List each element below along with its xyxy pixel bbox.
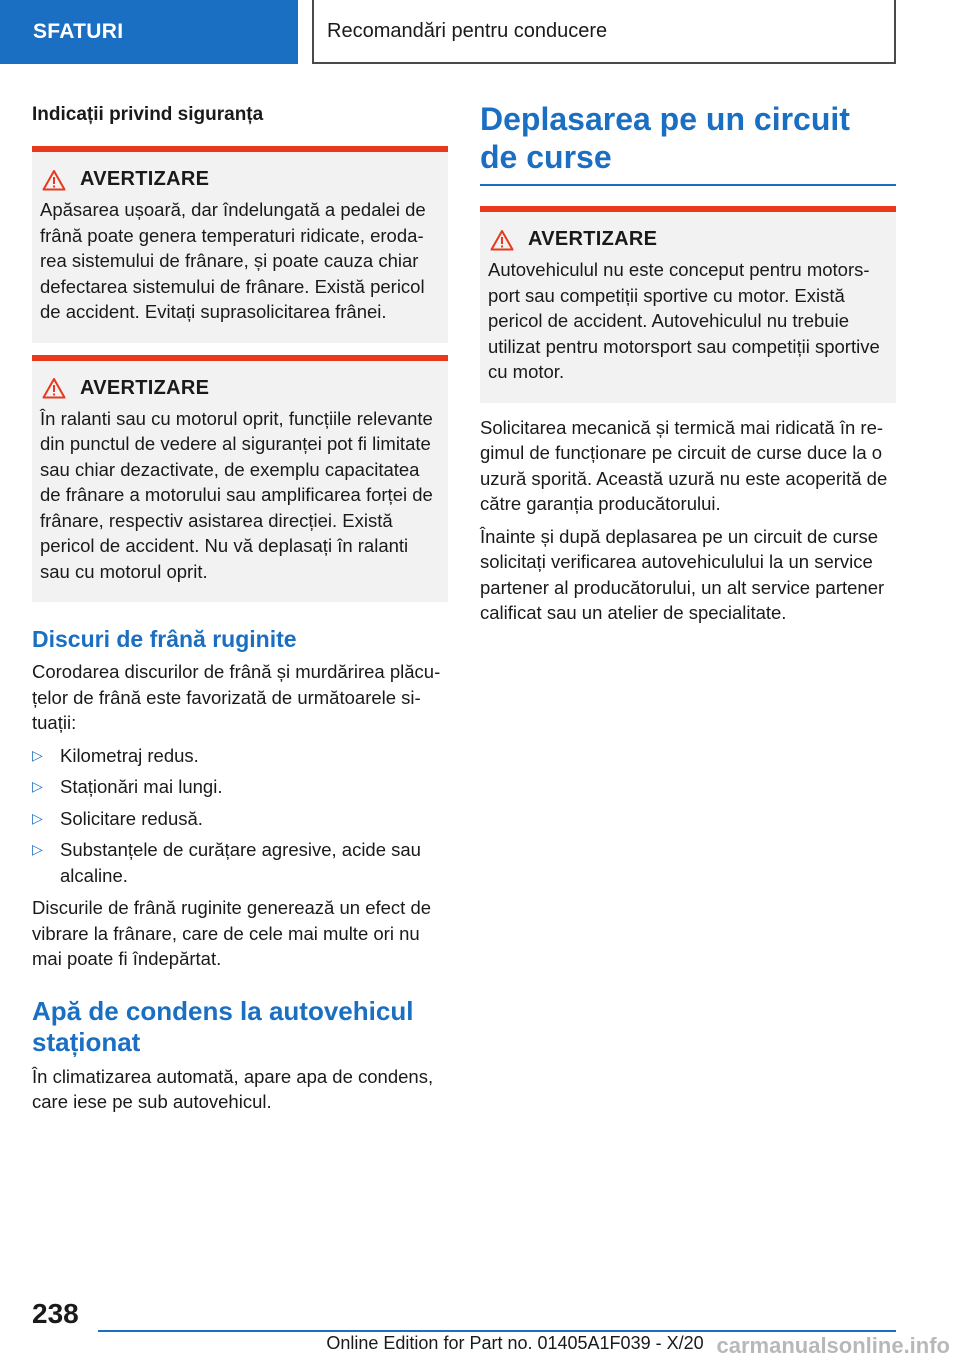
track-paragraph-1: Solicitarea mecanică și termică mai ridicată în regimul de funcționare pe circuit de curse duce la o uzură sporită. Această uzură nu este acoperită de către garanția producătorului.	[480, 416, 888, 514]
warning-box-brake-overuse	[32, 146, 448, 343]
list-item-text: Staționări mai lungi.	[60, 776, 223, 797]
warning-triangle-icon	[490, 229, 514, 251]
track-paragraph-2: Înainte și după deplasarea pe un circuit de curse solicitați verificarea autovehiculului la un service partener al producătorului, un alt service partener calificat sau un atelier de specialitate.	[480, 525, 885, 623]
triangle-bullet-icon: ▷	[32, 809, 43, 826]
warning-box-motorsport	[480, 206, 896, 403]
footer-edition: Online Edition for Part no. 01405A1F039 - X/20	[326, 1333, 704, 1353]
left-column	[32, 98, 448, 1122]
warning-box-idle	[32, 355, 448, 603]
warning-text: Apăsarea ușoară, dar îndelungată a pedalei de frână poate genera temperaturi ridicate, erodarea sistemului de frânare, și poate cauza chiar defectarea sistemului de frânare. Există pericol de accident. Evitați suprasolicitarea frânei.	[40, 199, 426, 322]
list-item	[32, 837, 448, 888]
rust-outro: Discurile de frână ruginite generează un efect de vibrare la frânare, care de cele mai multe ori nu mai poate fi îndepărtat.	[32, 897, 432, 969]
triangle-bullet-icon: ▷	[32, 778, 43, 794]
list-item	[32, 743, 448, 769]
condens-text: În climatizarea automată, apare apa de condens, care iese pe sub autovehicul.	[32, 1065, 434, 1112]
warning-triangle-icon	[42, 377, 66, 399]
list-item-text: Substanțele de curățare agresive, acide sau alcaline.	[60, 839, 421, 886]
warning-title	[40, 377, 436, 400]
warning-text: Autovehiculul nu este conceput pentru motorsport sau competiții sportive cu motor. Există pericol de accident. Autovehiculul nu trebuie utilizat pentru motorsport sau competiții sportive cu motor.	[488, 259, 880, 382]
list-item	[32, 806, 448, 832]
condens-heading: Apă de condens la autovehicul staționat	[32, 995, 414, 1057]
warning-title-text: AVERTIZARE	[80, 376, 210, 399]
rust-intro: Corodarea discurilor de frână și murdărirea plăcuțelor de frână este favorizată de următoarele situații:	[32, 661, 441, 733]
list-item-text: Solicitare redusă.	[60, 807, 203, 829]
list-item-text: Kilometraj redus.	[60, 744, 199, 766]
safety-heading: Indicații privind siguranța	[32, 104, 264, 125]
warning-triangle-icon	[42, 169, 66, 191]
right-column	[480, 98, 896, 633]
rust-bullet-list	[32, 743, 448, 889]
list-item	[32, 774, 448, 800]
warning-title	[488, 228, 884, 251]
warning-title-text: AVERTIZARE	[528, 228, 658, 250]
page-number: 238	[32, 1298, 79, 1329]
warning-title	[40, 168, 436, 191]
section-tab: SFATURI	[0, 0, 298, 64]
rust-heading: Discuri de frână ruginite	[32, 626, 297, 652]
warning-title-text: AVERTIZARE	[80, 168, 210, 190]
triangle-bullet-icon: ▷	[32, 841, 43, 857]
warning-text: În ralanti sau cu motorul oprit, funcțiile relevante din punctul de vedere al siguranței pot fi limitate sau chiar dezactivate, de exemplu capacitatea de frânare a motorului sau amplificarea forței de frânare, respectiv asistarea direcției. Există pericol de accident. Nu vă deplasați în ralanti sau cu motorul oprit.	[40, 407, 433, 582]
track-heading: Deplasarea pe un circuit de curse	[480, 100, 896, 186]
chapter-title: Recomandări pentru conducere	[312, 0, 896, 64]
triangle-bullet-icon: ▷	[32, 746, 43, 763]
footer-divider	[98, 1330, 896, 1332]
watermark-text: carmanualsonline.info	[716, 1333, 950, 1358]
